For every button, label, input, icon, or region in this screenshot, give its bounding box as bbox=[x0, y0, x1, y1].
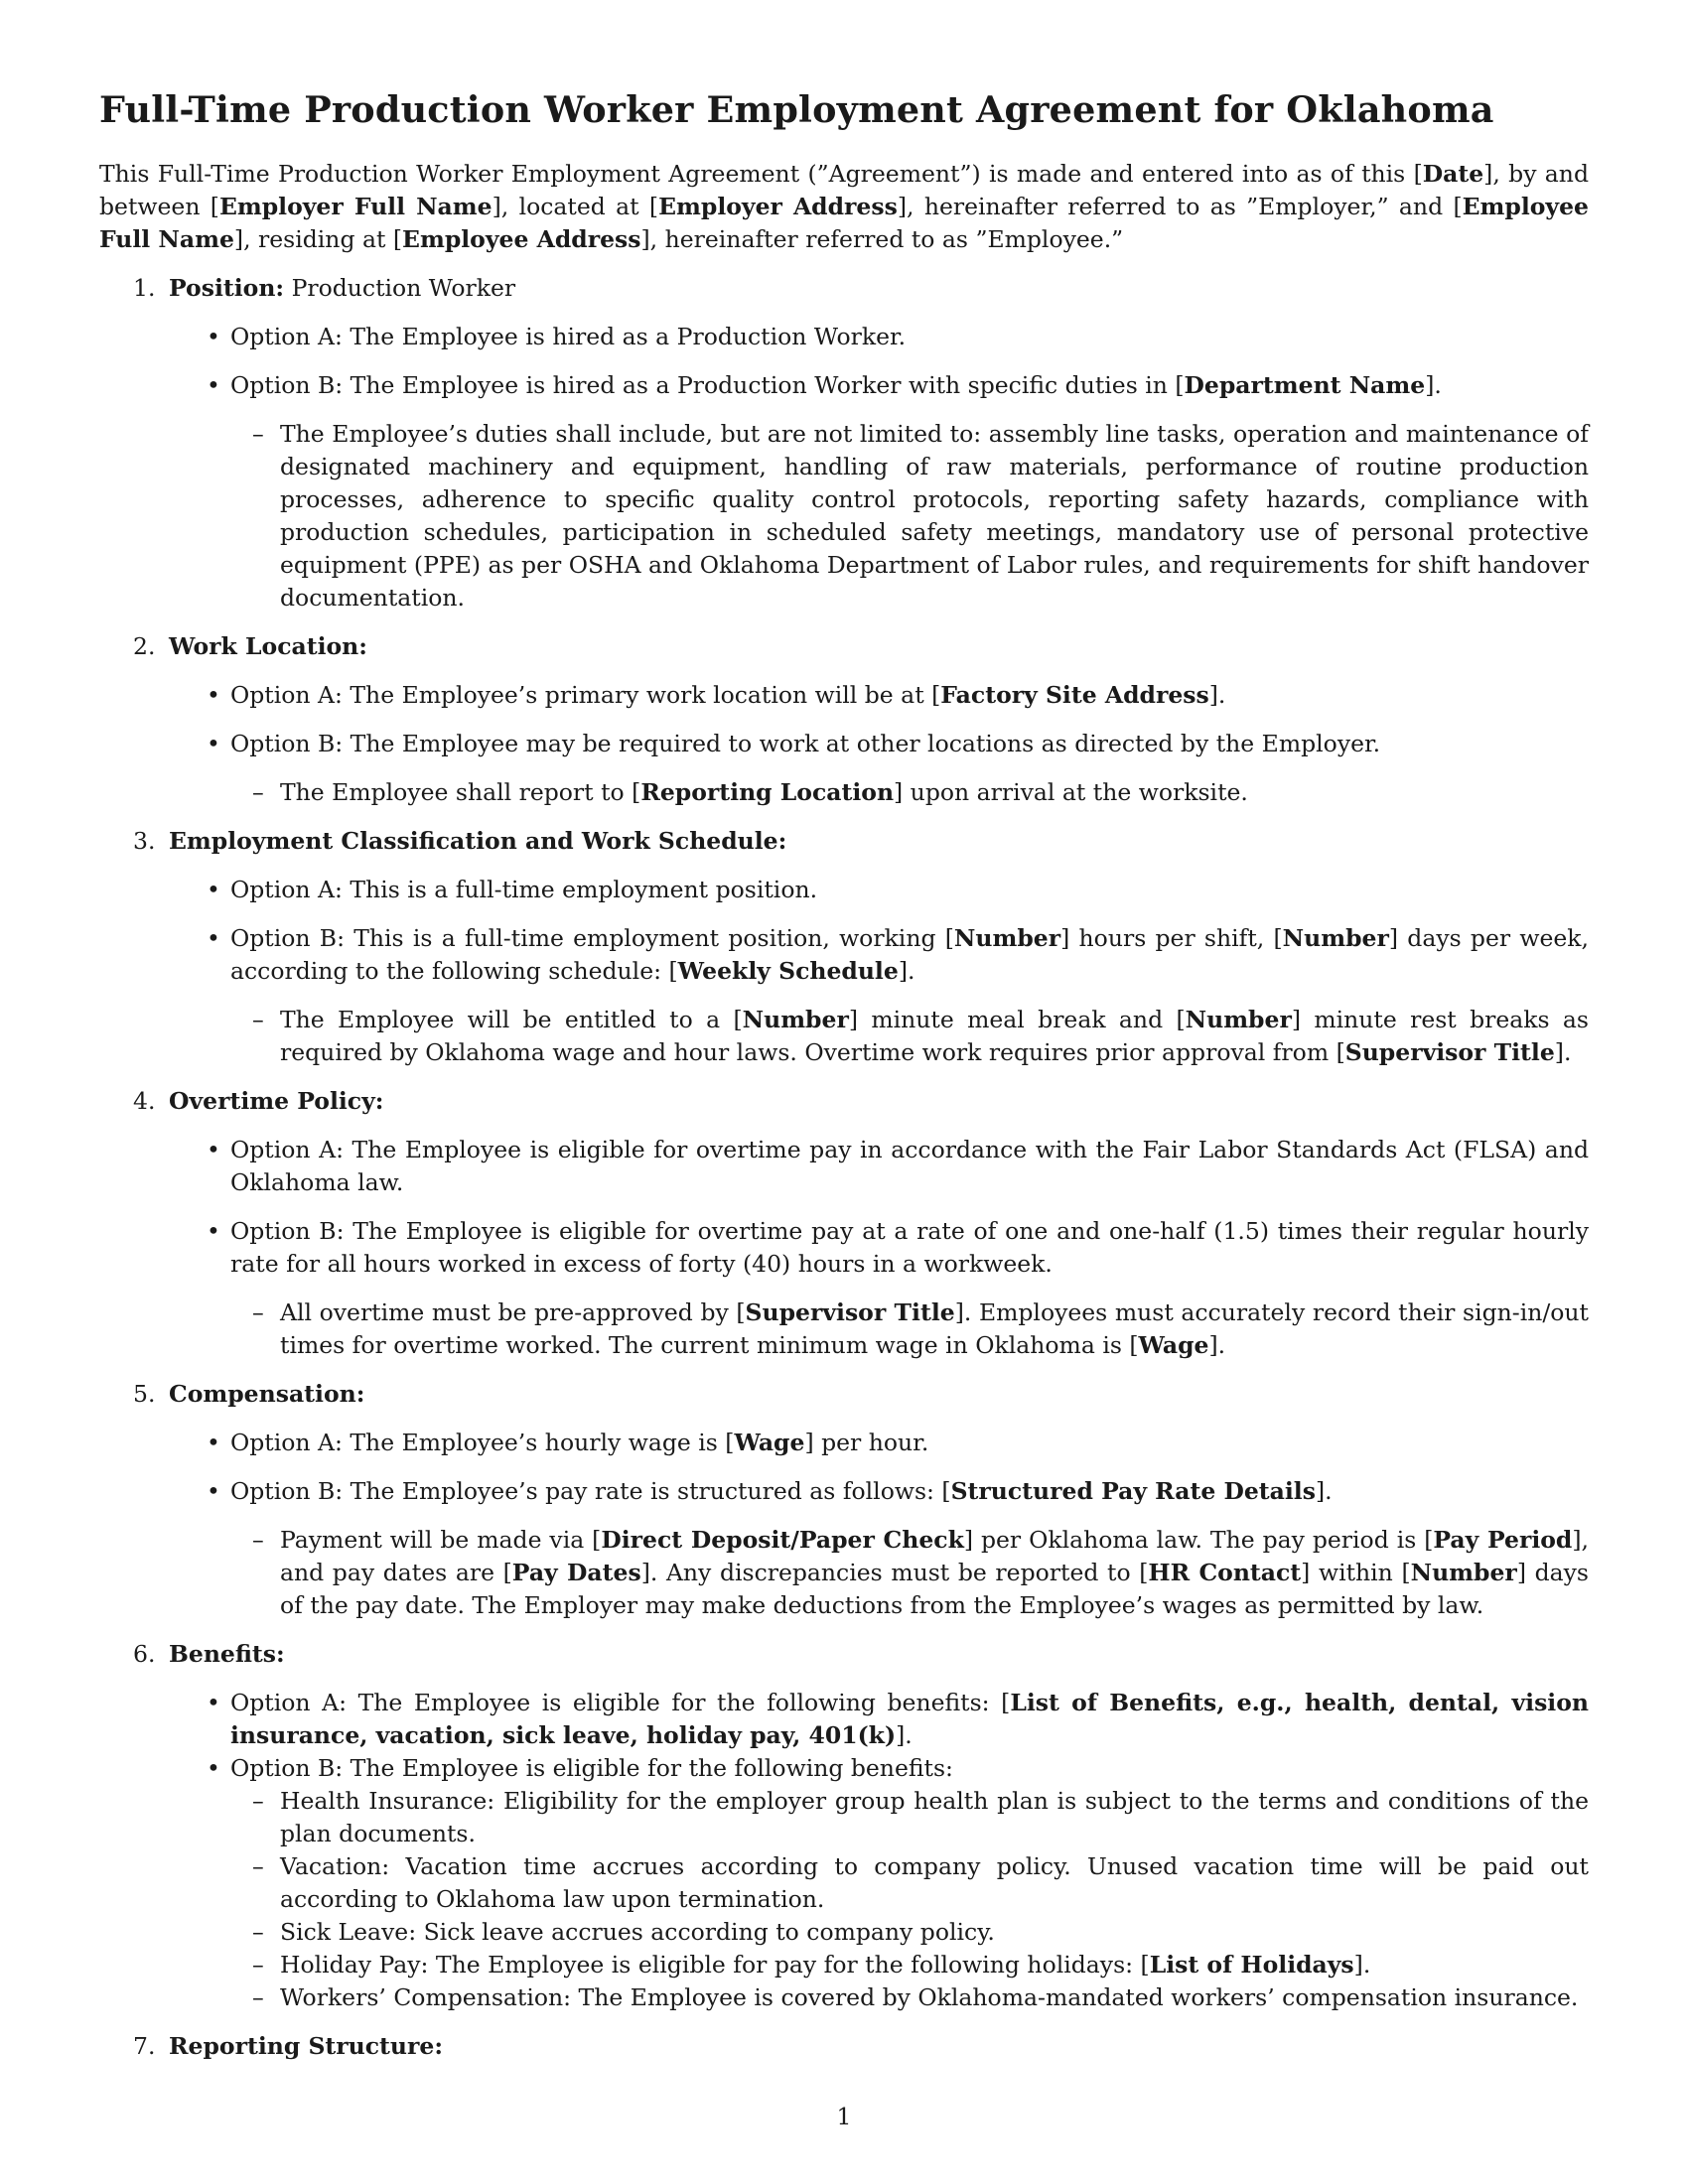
placeholder-employee-address: Employee Address bbox=[402, 225, 641, 253]
document-page bbox=[99, 0, 1589, 2063]
placeholder-pay-period: Pay Period bbox=[1433, 1526, 1573, 1554]
option-text: Option A: The Employee’s hourly wage is [ bbox=[230, 1429, 735, 1456]
bullet-icon: • bbox=[207, 371, 220, 399]
option-text: Option A: This is a full-time employment position. bbox=[230, 876, 818, 903]
placeholder-holidays-list: List of Holidays bbox=[1149, 1951, 1354, 1979]
sub-item bbox=[230, 1004, 1589, 1069]
sub-text: The Employee’s duties shall include, but are not limited to: assembly line tasks, operation and maintenance of designated machinery and equipment, handling of raw materials, performance of routine production processes, adherence to specific quality control protocols, reporting safety hazards, compliance with production schedules, participation in scheduled safety meetings, mandatory use of personal protective equipment (PPE) as per OSHA and Oklahoma Department of Labor rules, and requirements for shift handover documentation. bbox=[280, 420, 1589, 612]
sub-text: ] minute meal break and [ bbox=[848, 1006, 1186, 1033]
document-title: Full-Time Production Worker Employment Agreement for Oklahoma bbox=[99, 88, 1494, 131]
option-text: Option A: The Employee is hired as a Production Worker. bbox=[230, 323, 907, 350]
bullet-icon: • bbox=[207, 924, 220, 952]
placeholder-date: Date bbox=[1422, 160, 1484, 188]
option-a bbox=[169, 679, 1589, 712]
option-text: Option B: The Employee’s pay rate is structured as follows: [ bbox=[230, 1477, 951, 1505]
dash-icon: – bbox=[252, 1526, 264, 1554]
sub-text: Vacation: Vacation time accrues according to company policy. Unused vacation time will be paid out according to Oklahoma law upon termination. bbox=[280, 1852, 1589, 1913]
placeholder-benefits-list: List of Benefits, e.g., health, dental, vision insurance, vacation, sick leave, holiday pay, 401(k) bbox=[230, 1689, 1589, 1749]
page-number: 1 bbox=[836, 2103, 852, 2130]
bullet-icon: • bbox=[207, 876, 220, 903]
section-number: 1. bbox=[133, 274, 156, 302]
sub-item bbox=[230, 1297, 1589, 1362]
section-position bbox=[99, 272, 1589, 614]
placeholder-wage: Wage bbox=[734, 1429, 805, 1456]
sub-list bbox=[230, 1297, 1589, 1362]
option-text: ]. bbox=[1208, 681, 1226, 709]
sub-text: ]. bbox=[1554, 1038, 1572, 1066]
option-a bbox=[169, 1687, 1589, 1752]
option-text: Option B: The Employee is hired as a Production Worker with specific duties in [ bbox=[230, 371, 1185, 399]
bullet-icon: • bbox=[207, 1217, 220, 1245]
sub-item-sick-leave bbox=[230, 1916, 1589, 1949]
dash-icon: – bbox=[252, 1787, 264, 1815]
placeholder-payment-method: Direct Deposit/Paper Check bbox=[601, 1526, 964, 1554]
sub-text: ] upon arrival at the worksite. bbox=[894, 778, 1248, 806]
sub-text: Holiday Pay: The Employee is eligible for pay for the following holidays: [ bbox=[280, 1951, 1150, 1979]
options-list bbox=[169, 679, 1589, 809]
bullet-icon: • bbox=[207, 1136, 220, 1163]
sub-item bbox=[230, 1524, 1589, 1622]
option-a bbox=[169, 1134, 1589, 1199]
option-text: Option A: The Employee’s primary work location will be at [ bbox=[230, 681, 941, 709]
placeholder-supervisor-title: Supervisor Title bbox=[745, 1298, 955, 1326]
section-classification-schedule bbox=[99, 825, 1589, 1069]
option-b bbox=[169, 922, 1589, 1069]
placeholder-hr-contact: HR Contact bbox=[1148, 1559, 1302, 1586]
option-text: Option B: The Employee is eligible for overtime pay at a rate of one and one-half (1.5) times their regular hourly rate for all hours worked in excess of forty (40) hours in a workweek. bbox=[230, 1217, 1589, 1278]
placeholder-supervisor-title: Supervisor Title bbox=[1344, 1038, 1555, 1066]
placeholder-employer-address: Employer Address bbox=[658, 193, 898, 220]
sub-text: Payment will be made via [ bbox=[280, 1526, 602, 1554]
sub-item-workers-comp bbox=[230, 1981, 1589, 2014]
dash-icon: – bbox=[252, 1006, 264, 1033]
sub-list bbox=[230, 1524, 1589, 1622]
intro-paragraph bbox=[99, 158, 1589, 256]
placeholder-pay-dates: Pay Dates bbox=[511, 1559, 641, 1586]
section-number: 2. bbox=[133, 632, 156, 660]
section-heading: Reporting Structure: bbox=[169, 2032, 443, 2060]
placeholder-department: Department Name bbox=[1184, 371, 1426, 399]
placeholder-pay-rate-details: Structured Pay Rate Details bbox=[950, 1477, 1316, 1505]
option-b bbox=[169, 1752, 1589, 2014]
bullet-icon: • bbox=[207, 730, 220, 757]
option-text: ]. bbox=[1425, 371, 1442, 399]
options-list bbox=[169, 1427, 1589, 1622]
sub-item bbox=[230, 418, 1589, 614]
section-heading-tail: Production Worker bbox=[284, 274, 516, 302]
sub-text: ]. Any discrepancies must be reported to [ bbox=[640, 1559, 1149, 1586]
section-number: 5. bbox=[133, 1380, 156, 1408]
intro-text: ], residing at [ bbox=[233, 225, 403, 253]
sub-item-holiday-pay bbox=[230, 1949, 1589, 1981]
section-number: 4. bbox=[133, 1087, 156, 1115]
placeholder-number: Number bbox=[1185, 1006, 1292, 1033]
section-reporting-structure bbox=[99, 2030, 1589, 2063]
option-text: ]. bbox=[1315, 1477, 1333, 1505]
dash-icon: – bbox=[252, 1983, 264, 2011]
intro-text: ], located at [ bbox=[492, 193, 659, 220]
section-benefits bbox=[99, 1638, 1589, 2014]
option-text: ]. bbox=[898, 957, 915, 985]
sub-text: ] within [ bbox=[1301, 1559, 1411, 1586]
sub-text: ]. bbox=[1353, 1951, 1371, 1979]
option-text: ] days per week, according to the following schedule: [ bbox=[230, 924, 1589, 985]
placeholder-number: Number bbox=[1282, 924, 1389, 952]
section-number: 3. bbox=[133, 827, 156, 855]
dash-icon: – bbox=[252, 420, 264, 448]
placeholder-reporting-location: Reporting Location bbox=[640, 778, 895, 806]
sub-text: Health Insurance: Eligibility for the employer group health plan is subject to the terms and conditions of the plan documents. bbox=[280, 1787, 1589, 1847]
option-text: Option A: The Employee is eligible for overtime pay in accordance with the Fair Labor Standards Act (FLSA) and Oklahoma law. bbox=[230, 1136, 1589, 1196]
options-list bbox=[169, 321, 1589, 614]
sub-item-health-insurance bbox=[230, 1785, 1589, 1850]
section-overtime-policy bbox=[99, 1085, 1589, 1362]
sub-list bbox=[230, 1004, 1589, 1069]
option-a bbox=[169, 1427, 1589, 1459]
sub-text: ], and pay dates are [ bbox=[280, 1526, 1589, 1586]
dash-icon: – bbox=[252, 1298, 264, 1326]
options-list bbox=[169, 1752, 1589, 2014]
bullet-icon: • bbox=[207, 1477, 220, 1505]
sub-text: ] minute rest breaks as required by Oklahoma wage and hour laws. Overtime work requires prior approval from [ bbox=[280, 1006, 1589, 1066]
sub-text: ]. bbox=[1208, 1331, 1226, 1359]
option-b bbox=[169, 1215, 1589, 1362]
option-b bbox=[169, 1475, 1589, 1622]
section-compensation bbox=[99, 1378, 1589, 1622]
section-work-location bbox=[99, 630, 1589, 809]
sub-item bbox=[230, 776, 1589, 809]
bullet-icon: • bbox=[207, 1689, 220, 1716]
intro-text: ], hereinafter referred to as ”Employer,” and [ bbox=[897, 193, 1463, 220]
section-heading: Employment Classification and Work Schedule: bbox=[169, 827, 787, 855]
sub-text: ] per Oklahoma law. The pay period is [ bbox=[963, 1526, 1434, 1554]
section-number: 7. bbox=[133, 2032, 156, 2060]
option-text: ]. bbox=[896, 1721, 913, 1749]
section-heading: Compensation: bbox=[169, 1380, 365, 1408]
bullet-icon: • bbox=[207, 1754, 220, 1782]
intro-text: ], by and between [ bbox=[99, 160, 1589, 220]
section-number: 6. bbox=[133, 1640, 156, 1668]
dash-icon: – bbox=[252, 778, 264, 806]
sub-text: The Employee will be entitled to a [ bbox=[280, 1006, 743, 1033]
options-list bbox=[169, 1687, 1589, 1752]
bullet-icon: • bbox=[207, 323, 220, 350]
placeholder-employee-name: Employee Full Name bbox=[99, 193, 1589, 253]
bullet-icon: • bbox=[207, 681, 220, 709]
dash-icon: – bbox=[252, 1918, 264, 1946]
option-text: Option B: This is a full-time employment position, working [ bbox=[230, 924, 954, 952]
option-text: ] hours per shift, [ bbox=[1060, 924, 1283, 952]
sub-text: ] days of the pay date. The Employer may make deductions from the Employee’s wages as permitted by law. bbox=[280, 1559, 1589, 1619]
option-a bbox=[169, 321, 1589, 353]
option-b bbox=[169, 728, 1589, 809]
section-heading: Benefits: bbox=[169, 1640, 285, 1668]
sub-item-vacation bbox=[230, 1850, 1589, 1916]
sub-text: The Employee shall report to [ bbox=[280, 778, 641, 806]
sub-list bbox=[230, 776, 1589, 809]
dash-icon: – bbox=[252, 1852, 264, 1880]
option-text: Option B: The Employee may be required to work at other locations as directed by the Employer. bbox=[230, 730, 1381, 757]
dash-icon: – bbox=[252, 1951, 264, 1979]
sub-text: ]. Employees must accurately record their sign-in/out times for overtime worked. The current minimum wage in Oklahoma is [ bbox=[280, 1298, 1589, 1359]
bullet-icon: • bbox=[207, 1429, 220, 1456]
placeholder-factory-address: Factory Site Address bbox=[940, 681, 1209, 709]
placeholder-weekly-schedule: Weekly Schedule bbox=[677, 957, 899, 985]
sub-list bbox=[230, 1785, 1589, 2014]
options-list bbox=[169, 1134, 1589, 1362]
sections-list bbox=[99, 272, 1589, 2063]
options-list bbox=[169, 874, 1589, 1069]
placeholder-wage: Wage bbox=[1138, 1331, 1209, 1359]
option-text: ] per hour. bbox=[804, 1429, 929, 1456]
intro-text: This Full-Time Production Worker Employment Agreement (”Agreement”) is made and entered into as of this [ bbox=[99, 160, 1423, 188]
section-heading: Work Location: bbox=[169, 632, 367, 660]
placeholder-number: Number bbox=[953, 924, 1061, 952]
sub-text: Workers’ Compensation: The Employee is covered by Oklahoma-mandated workers’ compensation insurance. bbox=[280, 1983, 1579, 2011]
placeholder-employer-name: Employer Full Name bbox=[218, 193, 492, 220]
option-text: Option A: The Employee is eligible for the following benefits: [ bbox=[230, 1689, 1011, 1716]
option-a bbox=[169, 874, 1589, 906]
sub-text: Sick Leave: Sick leave accrues according to company policy. bbox=[280, 1918, 995, 1946]
sub-text: All overtime must be pre-approved by [ bbox=[280, 1298, 746, 1326]
placeholder-number: Number bbox=[1410, 1559, 1517, 1586]
sub-list bbox=[230, 418, 1589, 614]
intro-text: ], hereinafter referred to as ”Employee.” bbox=[640, 225, 1124, 253]
placeholder-number: Number bbox=[742, 1006, 849, 1033]
section-heading: Position: bbox=[169, 274, 285, 302]
option-b bbox=[169, 369, 1589, 614]
option-text: Option B: The Employee is eligible for the following benefits: bbox=[230, 1754, 953, 1782]
section-heading: Overtime Policy: bbox=[169, 1087, 384, 1115]
